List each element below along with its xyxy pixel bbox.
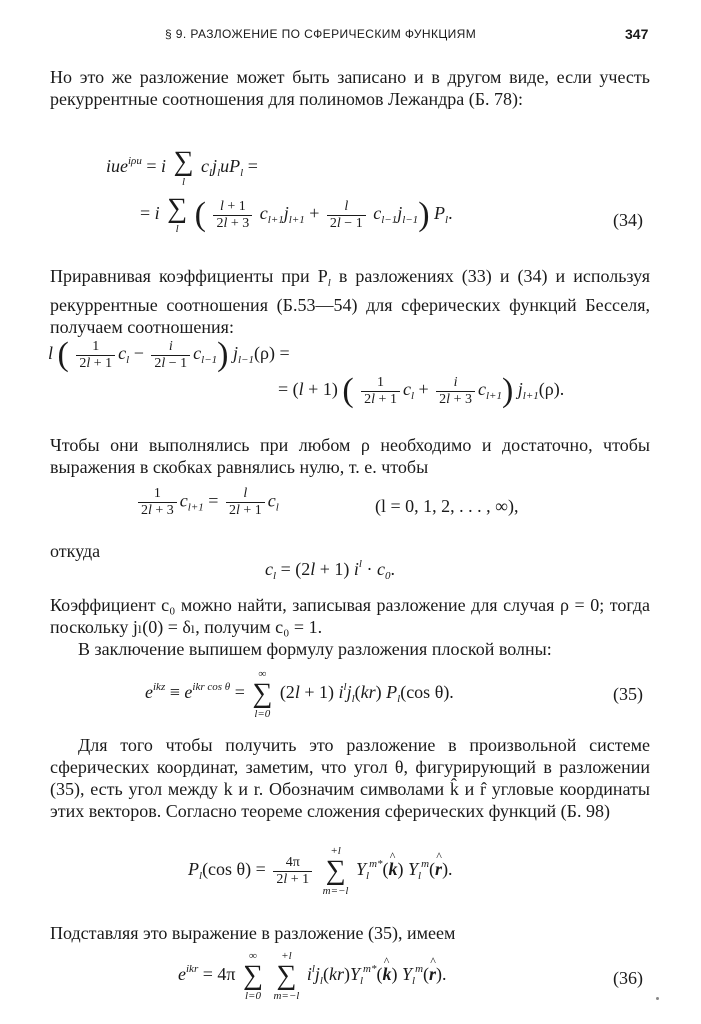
equation-condition: $\frac{1}{2l + 3}$ $c_{l+1}$ = $\frac{l}{2l + 1}$ $c_l$ xyxy=(135,486,279,519)
equation-34-line-2: = i ∑ l ( $\frac{l + 1}{2l + 3}$ $c_{l+1}j_{l+1}$ + $\frac{l}{2l - 1}$ $c_{l-1}j_{l-1}$) $P_l$. xyxy=(140,193,453,235)
running-title: § 9. РАЗЛОЖЕНИЕ ПО СФЕРИЧЕСКИМ ФУНКЦИЯМ xyxy=(165,27,477,41)
page-number: 347 xyxy=(625,26,649,42)
equation-cl: $c_l = (2l + 1) i^l \cdot c_0$. xyxy=(265,558,395,582)
scan-speck xyxy=(656,997,659,1000)
page-header xyxy=(0,24,701,46)
paragraph-conclusion: В заключение выпишем формулу разложения плоской волны: xyxy=(78,639,552,659)
relation-line-2: = (l + 1) ( $\frac{1}{2l + 1}$ $c_l$ + $\frac{i}{2l + 3}$ $c_{l+1}$) $j_{l+1}(\rho)$. xyxy=(278,372,565,409)
equation-number-35: (35) xyxy=(613,684,643,704)
equation-number-36: (36) xyxy=(613,968,643,988)
equation-34-line-1: iue$^{i\rho u}$ = i ∑ l $c_lj_luP_l$ = xyxy=(106,146,258,188)
paragraph-condition: Чтобы они выполнялись при любом ρ необходимо и достаточно, чтобы выражения в скобках равнялись нулю, т. е. чтобы xyxy=(50,435,650,477)
equation-addition-theorem: $P_l(\cos$ θ) = $\frac{4\pi}{2l + 1}$ +l ∑ m=−l $Y_l^{m*}(\^{}$ k) $Y_l^m(\^{}$ r). xyxy=(188,845,453,897)
equation-35: $e^{ikz} \equiv e^{ikr cos \theta}$ = ∞ ∑ l=0 (2l + 1) $i^lj_l(kr)$ $P_l(\cos$ θ). xyxy=(145,668,454,720)
equation-number-34: (34) xyxy=(613,210,643,230)
paragraph-substituting: Подставляя это выражение в разложение (35), имеем xyxy=(50,923,456,943)
paragraph-coefficients: Приравнивая коэффициенты при $P_l$ в разложениях (33) и (34) и используя рекуррентные соотношения (Б.53—54) для сферических функций Бесселя, получаем соотношения: xyxy=(50,266,650,337)
paragraph-intro: Но это же разложение может быть записано и в другом виде, если учесть рекуррентные соотношения для полиномов Лежандра (Б. 78): xyxy=(50,67,650,109)
relation-line-1: l ( $\frac{1}{2l + 1}$ $c_l$ − $\frac{i}{2l - 1}$ $c_{l-1}$) $j_{l-1}(\rho)$ = xyxy=(48,336,290,373)
equation-range: (l = 0, 1, 2, . . . , ∞), xyxy=(375,496,519,516)
equation-36: $e^{ikr} = 4\pi$ ∞ ∑ l=0 +l ∑ m=−l $i^lj_l(kr)Y_l^{m*}(\^{}$ k) $Y_l^m(\^{}$ r). xyxy=(178,950,447,1002)
paragraph-c0: Коэффициент c₀ можно найти, записывая разложение для случая ρ = 0; тогда поскольку jₗ(0) = δₗ, получим c₀ = 1. xyxy=(50,595,650,637)
paragraph-whence: откуда xyxy=(50,541,101,561)
paragraph-arbitrary-system: Для того чтобы получить это разложение в произвольной системе сферических координат, заметим, что угол θ, фигурирующий в разложении (35), есть угол между k и r. Обозначим символами k̂ и r̂ угловые координаты этих векторов. Согласно теореме сложения сферических функций (Б. 98) xyxy=(50,735,650,821)
